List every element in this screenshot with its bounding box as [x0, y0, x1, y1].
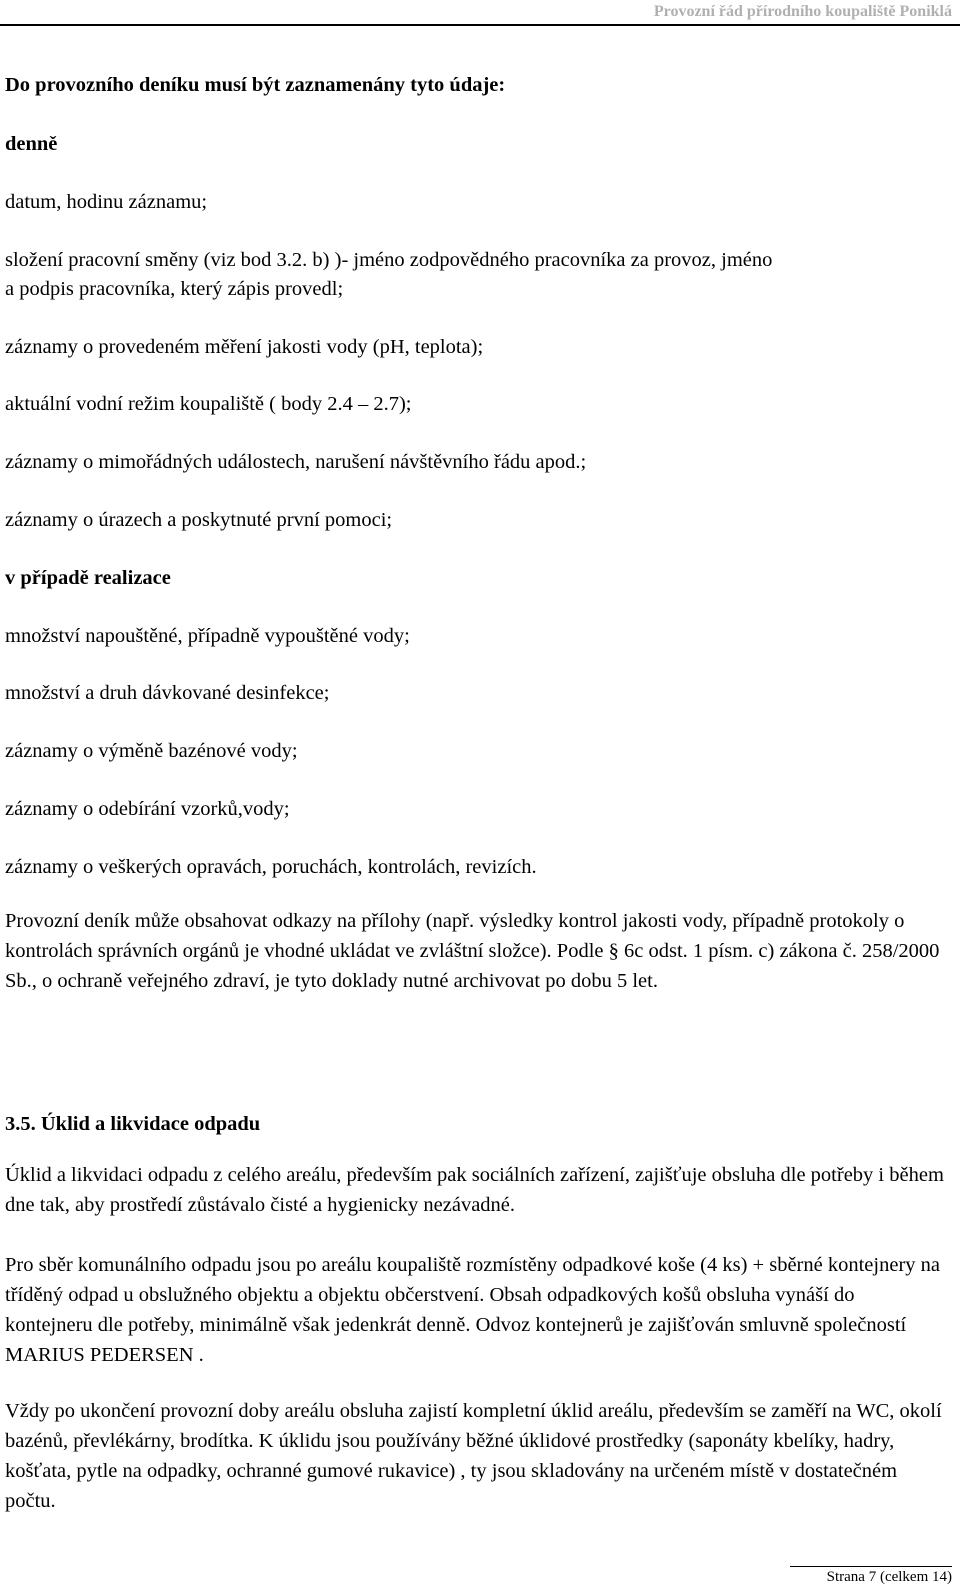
- header-title: Provozní řád přírodního koupaliště Poniklá: [653, 3, 952, 20]
- diary-heading: Do provozního deníku musí být zaznamenány tyto údaje:: [5, 74, 506, 96]
- page-number: Strana 7 (celkem 14): [826, 1569, 952, 1585]
- waste-paragraph: Vždy po ukončení provozní doby areálu obsluha zajistí kompletní úklid areálu, především se zaměří na WC, okolí bazénů, převlékárny, brodítka. K úklidu jsou používány běžné úklidové prostředky (saponáty kbelíky, hadry, košťata, pytle na odpadky, ochranné gumové rukavice) , ty jsou skladovány na určeném místě v dostatečném počtu.: [5, 1400, 942, 1512]
- event-item: záznamy o odebírání vzorků,vody;: [5, 798, 290, 820]
- daily-item: aktuální vodní režim koupaliště ( body 2.4 – 2.7);: [5, 393, 412, 415]
- event-item: množství a druh dávkované desinfekce;: [5, 682, 330, 704]
- daily-item: záznamy o úrazech a poskytnuté první pomoci;: [5, 509, 393, 531]
- event-item: množství napouštěné, případně vypouštěné vody;: [5, 625, 410, 647]
- event-item: záznamy o výměně bazénové vody;: [5, 740, 298, 762]
- daily-label: denně: [5, 133, 58, 155]
- daily-item: datum, hodinu záznamu;: [5, 191, 208, 213]
- event-item: záznamy o veškerých opravách, poruchách, kontrolách, revizích.: [5, 856, 537, 878]
- waste-section-heading: 3.5. Úklid a likvidace odpadu: [5, 1113, 261, 1135]
- daily-item: záznamy o mimořádných událostech, narušení návštěvního řádu apod.;: [5, 451, 587, 473]
- waste-paragraph: Úklid a likvidaci odpadu z celého areálu, především pak sociálních zařízení, zajišťuje obsluha dle potřeby i během dne tak, aby prostředí zůstávalo čisté a hygienicky nezávadné.: [5, 1164, 944, 1216]
- header-rule: [0, 24, 960, 26]
- waste-paragraph: Pro sběr komunálního odpadu jsou po areálu koupaliště rozmístěny odpadkové koše (4 ks) + sběrné kontejnery na tříděný odpad u obslužného objektu a objektu občerstvení. Obsah odpadkových košů obsluha vynáší do kontejneru dle potřeby, minimálně však jedenkrát denně. Odvoz kontejnerů je zajišťován smluvně společností MARIUS PEDERSEN .: [5, 1254, 940, 1366]
- daily-item: a podpis pracovníka, který zápis provedl;: [5, 278, 344, 300]
- diary-note: Provozní deník může obsahovat odkazy na přílohy (např. výsledky kontrol jakosti vody, případně protokoly o kontrolách správních orgánů je vhodné ukládat ve zvláštní složce). Podle § 6c odst. 1 písm. c) zákona č. 258/2000 Sb., o ochraně veřejného zdraví, je tyto doklady nutné archivovat po dobu 5 let.: [5, 910, 940, 992]
- footer-rule: [790, 1566, 952, 1567]
- page-header: [0, 0, 960, 28]
- daily-item: složení pracovní směny (viz bod 3.2. b) )- jméno zodpovědného pracovníka za provoz, jméno: [5, 249, 773, 271]
- event-label: v případě realizace: [5, 567, 171, 589]
- daily-item: záznamy o provedeném měření jakosti vody (pH, teplota);: [5, 336, 484, 358]
